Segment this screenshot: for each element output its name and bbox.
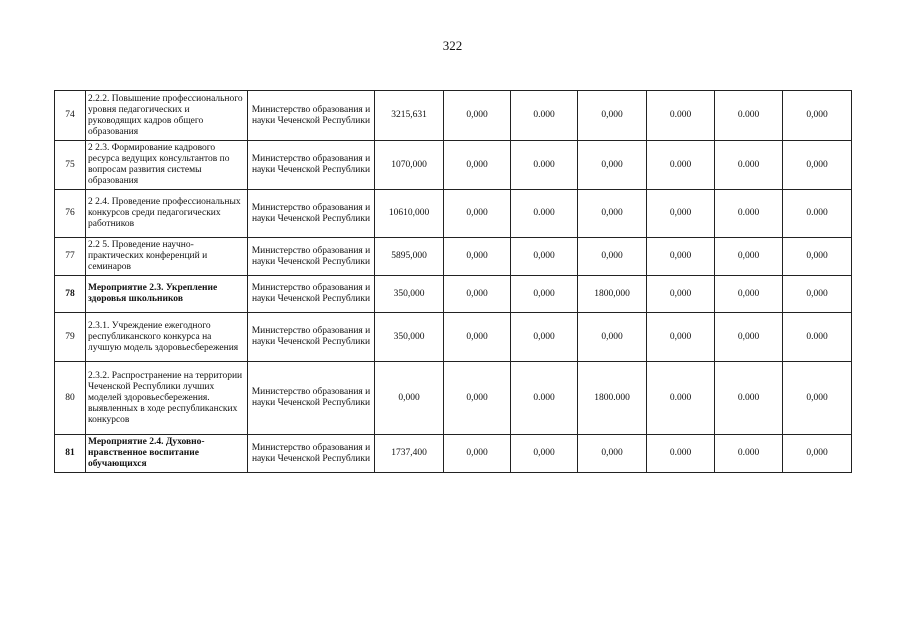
value-cell: 0,000 — [783, 276, 852, 313]
value-cell: 350,000 — [375, 276, 444, 313]
value-cell: 0,000 — [444, 141, 511, 190]
value-cell: 0.000 — [715, 435, 783, 473]
value-cell: 1800.000 — [578, 362, 647, 435]
value-cell: 0.000 — [647, 141, 715, 190]
value-cell: 0,000 — [715, 313, 783, 362]
value-cell: 0,000 — [511, 313, 578, 362]
value-cell: 0.000 — [647, 435, 715, 473]
table-row — [55, 313, 852, 362]
value-cell: 0,000 — [511, 435, 578, 473]
value-cell: 0,000 — [647, 238, 715, 276]
value-cell: 0,000 — [578, 313, 647, 362]
value-cell: 0.000 — [715, 190, 783, 238]
organization-cell: Министерство образования и науки Чеченской Республики — [248, 276, 375, 313]
page-number: 322 — [442, 38, 463, 53]
table-row — [55, 190, 852, 238]
activity-name-cell: 2.2.2. Повышение профессионального уровня педагогических и руководящих кадров общего образования — [86, 91, 248, 141]
organization-cell: Министерство образования и науки Чеченской Республики — [248, 190, 375, 238]
value-cell: 10610,000 — [375, 190, 444, 238]
row-number-cell: 78 — [55, 276, 86, 313]
value-cell: 0,000 — [444, 362, 511, 435]
value-cell: 0,000 — [511, 276, 578, 313]
value-cell: 0,000 — [715, 238, 783, 276]
activity-name-cell: 2.3.2. Распространение на территории Чеченской Республики лучших моделей здоровьесбережения. выявленных в ходе республиканских конкурсов — [86, 362, 248, 435]
row-number-cell: 81 — [55, 435, 86, 473]
value-cell: 0.000 — [783, 313, 852, 362]
table-row — [55, 141, 852, 190]
value-cell: 0.000 — [715, 362, 783, 435]
value-cell: 0.000 — [715, 91, 783, 141]
organization-cell: Министерство образования и науки Чеченской Республики — [248, 141, 375, 190]
row-number-cell: 77 — [55, 238, 86, 276]
table-row — [55, 362, 852, 435]
value-cell: 0,000 — [375, 362, 444, 435]
value-cell: 0,000 — [444, 91, 511, 141]
organization-cell: Министерство образования и науки Чеченской Республики — [248, 435, 375, 473]
table-row — [55, 238, 852, 276]
value-cell: 0,000 — [444, 238, 511, 276]
activity-name-cell: 2 2.3. Формирование кадрового ресурса ведущих консультантов по вопросам развития системы образования — [86, 141, 248, 190]
value-cell: 0,000 — [783, 141, 852, 190]
table-row — [55, 435, 852, 473]
organization-cell: Министерство образования и науки Чеченской Республики — [248, 313, 375, 362]
value-cell: 0.000 — [511, 190, 578, 238]
value-cell: 0.000 — [511, 362, 578, 435]
budget-table — [54, 90, 852, 473]
table-row — [55, 276, 852, 313]
activity-name-cell: Мероприятие 2.4. Духовно-нравственное воспитание обучающихся — [86, 435, 248, 473]
value-cell: 0.000 — [511, 91, 578, 141]
value-cell: 0,000 — [578, 435, 647, 473]
value-cell: 0,000 — [647, 313, 715, 362]
value-cell: 0,000 — [578, 141, 647, 190]
value-cell: 0,000 — [647, 276, 715, 313]
value-cell: 0,000 — [444, 435, 511, 473]
value-cell: 0,000 — [783, 238, 852, 276]
value-cell: 1070,000 — [375, 141, 444, 190]
value-cell: 0,000 — [511, 238, 578, 276]
table-row — [55, 91, 852, 141]
value-cell: 0,000 — [783, 435, 852, 473]
value-cell: 0.000 — [783, 190, 852, 238]
value-cell: 0,000 — [578, 238, 647, 276]
value-cell: 0,000 — [715, 276, 783, 313]
value-cell: 0,000 — [444, 313, 511, 362]
organization-cell: Министерство образования и науки Чеченской Республики — [248, 91, 375, 141]
organization-cell: Министерство образования и науки Чеченской Республики — [248, 238, 375, 276]
value-cell: 0.000 — [511, 141, 578, 190]
row-number-cell: 76 — [55, 190, 86, 238]
value-cell: 3215,631 — [375, 91, 444, 141]
value-cell: 0,000 — [444, 276, 511, 313]
row-number-cell: 75 — [55, 141, 86, 190]
activity-name-cell: 2.2 5. Проведение научно-практических конференций и семинаров — [86, 238, 248, 276]
value-cell: 0,000 — [444, 190, 511, 238]
row-number-cell: 80 — [55, 362, 86, 435]
organization-cell: Министерство образования и науки Чеченской Республики — [248, 362, 375, 435]
value-cell: 5895,000 — [375, 238, 444, 276]
value-cell: 0,000 — [783, 91, 852, 141]
activity-name-cell: Мероприятие 2.3. Укрепление здоровья школьников — [86, 276, 248, 313]
value-cell: 0,000 — [783, 362, 852, 435]
activity-name-cell: 2.3.1. Учреждение ежегодного республиканского конкурса на лучшую модель здоровьесбережения — [86, 313, 248, 362]
activity-name-cell: 2 2.4. Проведение профессиональных конкурсов среди педагогических работников — [86, 190, 248, 238]
value-cell: 350,000 — [375, 313, 444, 362]
value-cell: 0.000 — [647, 91, 715, 141]
value-cell: 0,000 — [647, 190, 715, 238]
value-cell: 1800,000 — [578, 276, 647, 313]
value-cell: 1737,400 — [375, 435, 444, 473]
row-number-cell: 79 — [55, 313, 86, 362]
value-cell: 0,000 — [578, 190, 647, 238]
value-cell: 0.000 — [715, 141, 783, 190]
value-cell: 0,000 — [578, 91, 647, 141]
row-number-cell: 74 — [55, 91, 86, 141]
value-cell: 0.000 — [647, 362, 715, 435]
